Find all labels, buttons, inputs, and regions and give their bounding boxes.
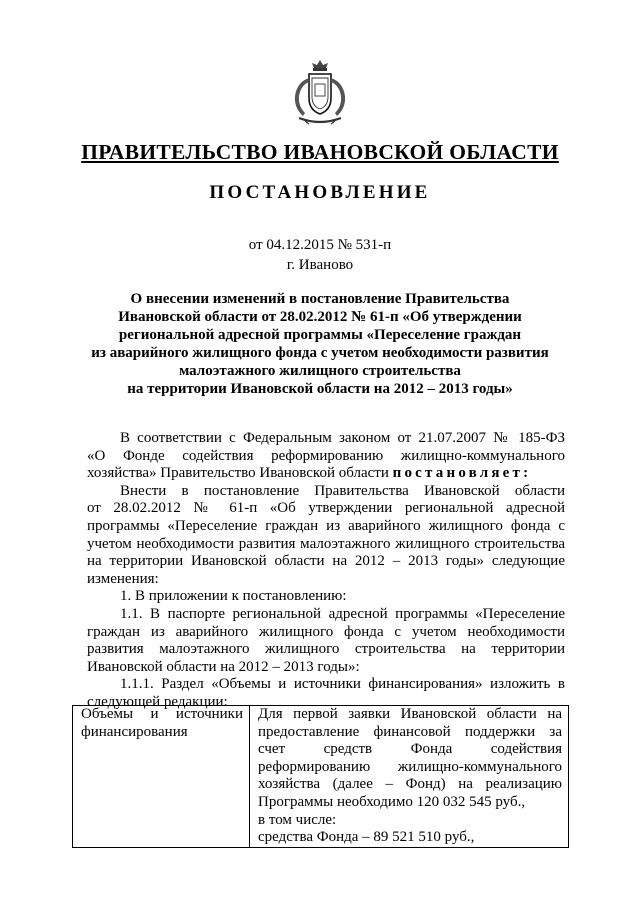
table-row: [73, 706, 569, 848]
subject-line: Ивановской области от 28.02.2012 № 61-п «Об утверждении: [118, 309, 522, 325]
document-body: [87, 430, 565, 712]
resolves-keyword: постановляет:: [392, 465, 532, 482]
table-cell-line: предоставление финансовой поддержки за: [258, 723, 562, 740]
subject-line: малоэтажного жилищного строительства: [179, 363, 461, 379]
paragraph-line: граждан из аварийного жилищного фонда с учетом необходимости: [87, 623, 565, 640]
paragraph-line: развития малоэтажного жилищного строительства на территории: [87, 641, 565, 658]
paragraph-line: следующей редакции:: [87, 693, 228, 710]
paragraph-line: В соответствии с Федеральным законом от 21.07.2007 № 185-ФЗ: [120, 430, 565, 446]
subject-line: на территории Ивановской области на 2012 – 2013 годы»: [127, 381, 513, 397]
financing-table: [72, 705, 569, 848]
paragraph-text: хозяйства» Правительство Ивановской области: [87, 465, 393, 482]
paragraph-line: программы «Переселение граждан из аварийного жилищного фонда с: [87, 517, 565, 534]
subject-line: региональной адресной программы «Переселение граждан: [118, 327, 522, 343]
table-cell-label: [73, 706, 250, 848]
table-cell-line: реформированию жилищно-коммунального: [258, 758, 562, 775]
subject-line: из аварийного жилищного фонда с учетом необходимости развития: [91, 345, 549, 361]
government-title: ПРАВИТЕЛЬСТВО ИВАНОВСКОЙ ОБЛАСТИ: [81, 140, 559, 164]
document-subject: [60, 290, 580, 398]
paragraph-line: Внести в постановление Правительства Ивановской области: [120, 482, 565, 499]
paragraph-line: 1. В приложении к постановлению:: [120, 588, 347, 605]
table-cell-line: Программы необходимо 120 032 545 руб.,: [258, 793, 526, 810]
document-city: г. Иваново: [286, 257, 354, 273]
table-cell-line: Объемы и источники: [81, 706, 243, 722]
table-cell-line: хозяйства (далее – Фонд) на реализацию: [258, 776, 562, 793]
table-cell-line: средства Фонда – 89 521 510 руб.,: [258, 829, 475, 846]
paragraph-line: 1.1.1. Раздел «Объемы и источники финансирования» изложить в: [120, 676, 565, 693]
table-cell-line: финансирования: [81, 723, 188, 740]
paragraph-line: «О Фонде содействия реформированию жилищно-коммунального: [87, 447, 565, 464]
document-type-title: ПОСТАНОВЛЕНИЕ: [209, 182, 431, 203]
paragraph-line: от 28.02.2012 № 61-п «Об утверждении региональной адресной: [87, 500, 565, 517]
paragraph-line: Ивановской области на 2012 – 2013 годы»:: [87, 658, 360, 675]
table-cell-line: в том числе:: [258, 811, 337, 828]
subject-line: О внесении изменений в постановление Правительства: [130, 291, 510, 307]
paragraph-line: [87, 465, 565, 483]
document-date-number: от 04.12.2015 № 531-п: [248, 237, 392, 253]
table-cell-value: [250, 706, 569, 848]
paragraph-line: 1.1. В паспорте региональной адресной программы «Переселение: [120, 605, 565, 622]
table-cell-line: Для первой заявки Ивановской области на: [258, 706, 562, 722]
paragraph-line: учетом необходимости развития малоэтажного жилищного строительства: [87, 535, 565, 552]
paragraph-line: на территории Ивановской области на 2012 – 2013 годы» следующие: [87, 553, 565, 570]
paragraph-line: изменения:: [87, 570, 159, 587]
table-cell-line: счет средств Фонда содействия: [258, 741, 562, 758]
coat-of-arms-emblem: [285, 58, 355, 128]
